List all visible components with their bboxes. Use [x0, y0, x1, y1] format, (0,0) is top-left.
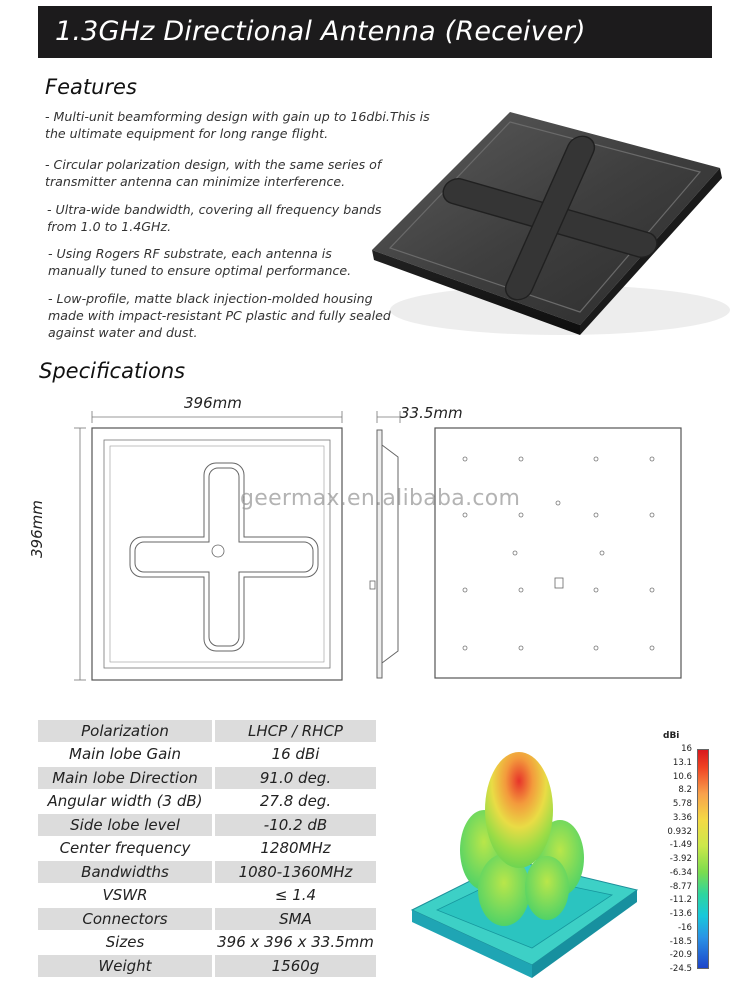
colorbar-tick: -24.5 — [669, 964, 692, 974]
spec-row — [38, 861, 376, 883]
spec-value: 1280MHz — [260, 839, 331, 858]
feature-item: - Using Rogers RF substrate, each antenna is manually tuned to ensure optimal performance. — [48, 246, 352, 278]
colorbar — [697, 749, 709, 969]
spec-value: ≤ 1.4 — [274, 886, 317, 905]
width-dimension-label: 396mm — [184, 394, 242, 412]
spec-value: 27.8 deg. — [259, 792, 332, 811]
page-title: 1.3GHz Directional Antenna (Receiver) — [55, 16, 586, 47]
spec-row — [38, 838, 376, 860]
watermark: geermax.en.alibaba.com — [240, 486, 521, 511]
colorbar-tick: -8.77 — [669, 881, 692, 892]
spec-key: Main lobe Gain — [38, 744, 215, 766]
spec-key: Weight — [38, 955, 215, 977]
radiation-pattern-3d — [392, 740, 652, 990]
colorbar-tick: -11.2 — [669, 895, 692, 906]
spec-row — [38, 955, 376, 977]
spec-value: 91.0 deg. — [215, 767, 376, 789]
spec-key: Angular width (3 dB) — [38, 791, 215, 813]
feature-item: - Multi-unit beamforming design with gain up to 16dbi.This is the ultimate equipment for long range flight. — [45, 109, 430, 141]
colorbar-tick: 0.932 — [667, 826, 692, 837]
spec-row — [38, 744, 376, 766]
specifications-table — [38, 718, 376, 979]
colorbar-tick: -1.49 — [669, 840, 692, 851]
colorbar-tick: 3.36 — [672, 812, 692, 823]
spec-row — [38, 720, 376, 742]
spec-value: 16 dBi — [271, 745, 320, 764]
spec-row — [38, 791, 376, 813]
spec-key: Main lobe Direction — [38, 767, 215, 789]
colorbar-unit: dBi — [663, 731, 680, 741]
feature-item: - Ultra-wide bandwidth, covering all frequency bands from 1.0 to 1.4GHz. — [47, 202, 382, 234]
colorbar-tick: -18.5 — [669, 936, 692, 947]
spec-row — [38, 767, 376, 789]
spec-key: Connectors — [38, 908, 215, 930]
antenna-product-image — [360, 100, 740, 350]
spec-row — [38, 885, 376, 907]
colorbar-tick: 5.78 — [672, 799, 692, 809]
spec-value: -10.2 dB — [215, 814, 376, 836]
colorbar-tick: 10.6 — [672, 771, 692, 782]
spec-key: Side lobe level — [38, 814, 215, 836]
title-banner — [38, 6, 712, 58]
spec-key: Center frequency — [38, 838, 215, 860]
spec-value: 1560g — [215, 955, 376, 977]
features-heading: Features — [45, 75, 137, 99]
feature-item: - Low-profile, matte black injection-molded housing made with impact-resistant PC plastic and fully sealed against water and dust. — [48, 291, 391, 340]
colorbar-tick: 13.1 — [672, 757, 692, 768]
spec-value: 1080-1360MHz — [215, 861, 376, 883]
colorbar-tick: -20.9 — [669, 950, 692, 961]
spec-value: 396 x 396 x 33.5mm — [217, 933, 374, 952]
technical-drawing — [70, 405, 690, 690]
depth-dimension-label: 33.5mm — [400, 404, 463, 422]
colorbar-tick: -3.92 — [669, 854, 692, 864]
spec-key: Bandwidths — [38, 861, 215, 883]
spec-value: LHCP / RHCP — [215, 720, 376, 742]
spec-value: SMA — [215, 908, 376, 930]
spec-key: Polarization — [38, 720, 215, 742]
spec-row — [38, 908, 376, 930]
feature-item: - Circular polarization design, with the same series of transmitter antenna can minimize interference. — [45, 157, 382, 189]
spec-key: VSWR — [38, 885, 215, 907]
colorbar-tick: 8.2 — [678, 785, 692, 796]
spec-row — [38, 932, 376, 954]
spec-row — [38, 814, 376, 836]
specifications-heading: Specifications — [39, 359, 186, 383]
spec-key: Sizes — [38, 932, 215, 954]
colorbar-tick: -13.6 — [669, 909, 692, 919]
height-dimension-label: 396mm — [28, 500, 46, 558]
colorbar-tick: 16 — [681, 744, 692, 754]
colorbar-tick: -16 — [677, 922, 692, 933]
colorbar-tick: -6.34 — [669, 867, 692, 878]
